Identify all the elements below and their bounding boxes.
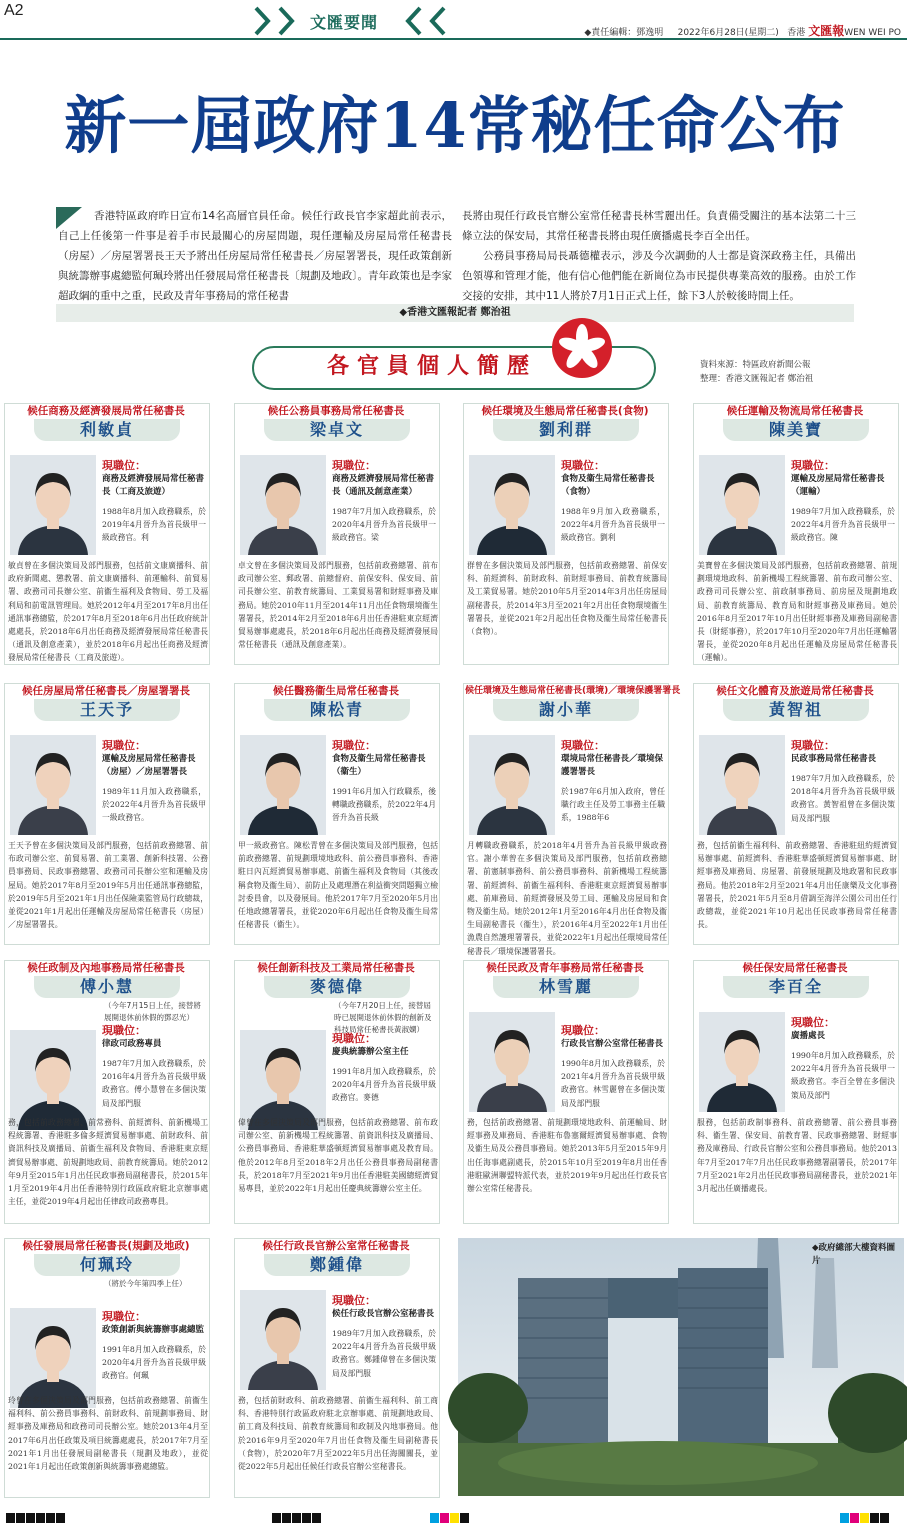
bauhinia-emblem-icon	[550, 316, 614, 380]
print-registration-marks	[6, 1508, 66, 1518]
bio-text: 1990年8月加入政務職系，於2021年4月晉升為首長級甲級政務官。林雪麗曾在多個決策局及部門服	[561, 1059, 665, 1108]
compiled-line: 整理：香港文匯報記者 鄭治祖	[700, 374, 814, 384]
chevron-left-icon	[276, 6, 298, 36]
incoming-role: 候任公務員事務局常任秘書長	[267, 405, 405, 417]
current-post: 食物及衞生局常任秘書長（衞生）	[332, 754, 426, 777]
official-photo	[699, 1012, 785, 1112]
official-name: 何珮玲	[34, 1254, 180, 1276]
current-post: 環境局常任秘書長／環境保護署署長	[561, 754, 664, 777]
bio-text: 1987年7月加入政務職系，於2018年4月晉升為首長級甲級政務官。黃智祖曾在多個決策局及部門服	[791, 774, 895, 823]
paper-logo: 文匯報	[808, 24, 845, 38]
official-photo	[699, 735, 785, 835]
current-post-label: 現職位：	[102, 1024, 146, 1037]
bio-text: 1988年9月加入政務職系，2022年4月晉升為首長級甲一級政務官。劉利	[561, 507, 665, 543]
current-post: 律政司政務專員	[102, 1039, 162, 1049]
incoming-role: 候任保安局常任秘書長	[742, 962, 848, 974]
official-photo	[699, 455, 785, 555]
byline: ◆香港文匯報記者 鄭治祖	[56, 304, 854, 322]
bio-text: 務，包括前政務總署、前規劃環境地政科、前運輸局、財經事務及庫務局、香港駐布魯塞爾經濟貿易辦事處、食物及衞生局及公務員事務局。她於2013年5月至2015年9月出任海事處副處長，於2015年10月至2019年8月出任香港駐歐洲聯盟特派代表，並於2019年9月起出任行政長官辦公室常任秘書長。	[467, 1118, 667, 1194]
issue-date: 2022年6月28日(星期二)	[677, 28, 779, 38]
profile-card	[4, 960, 210, 1224]
incoming-role: 候任創新科技及工業局常任秘書長	[257, 962, 415, 974]
bio-text: 1987年7月加入政務職系，於2020年4月晉升為首長級甲一級政務官。梁	[332, 507, 436, 543]
profiles-title: 各官員個人簡歷	[326, 353, 537, 379]
current-post-label: 現職位：	[791, 1016, 835, 1029]
profile-card	[234, 683, 440, 945]
current-post: 商務及經濟發展局常任秘書長（工商及旅遊）	[102, 474, 205, 497]
official-name: 鄭鍾偉	[264, 1254, 410, 1276]
profile-card	[463, 960, 669, 1224]
current-post: 廣播處長	[791, 1031, 826, 1041]
profile-card	[4, 403, 210, 665]
official-name: 陳松青	[264, 699, 410, 721]
editor-credit: ◆責任編輯：鄧逸明	[584, 28, 664, 38]
current-post: 運輸及房屋局常任秘書長（運輸）	[791, 474, 885, 497]
current-post-label: 現職位：	[561, 459, 605, 472]
current-post-label: 現職位：	[332, 1032, 376, 1045]
official-name: 李百全	[723, 976, 869, 998]
official-name: 利敏貞	[34, 419, 180, 441]
current-post: 行政長官辦公室常任秘書長	[561, 1039, 664, 1049]
bio-text: 1988年8月加入政務職系，於2019年4月晉升為首長級甲一級政務官。利	[102, 507, 206, 543]
bio-text: 1989年11月加入政務職系，於2022年4月晉升為首長級甲一級政務官。	[102, 787, 206, 823]
current-post-label: 現職位：	[791, 459, 835, 472]
incoming-role: 候任環境及生態局常任秘書長(環境)／環境保護署署長	[465, 686, 681, 696]
current-post-label: 現職位：	[102, 1310, 146, 1323]
current-post-label: 現職位：	[561, 739, 605, 752]
bio-text: 1991年6月加入行政職系，後轉職政務職系，於2022年4月晉升為首長級	[332, 787, 436, 823]
lead-paragraph: 公務員事務局局長聶德權表示，涉及今次調動的人士都是資深政務主任，具備出色領導和管理才能，他有信心他們能在新崗位為市民提供專業高效的服務。由於工作交接的安排，其中11人將於7月1日正式上任，餘下3人於較後時間上任。	[462, 250, 856, 302]
bio-text: 群曾在多個決策局及部門服務，包括前政務總署、前保安科、前經濟科、前財政科、前財經事務局、前教育統籌局及工業貿易署。她於2010年5月至2014年3月出任房屋局副秘書長，於2014年3月至2021年2月出任食物環境衞生署署長，並從2021年2月起出任食物及衞生局常任秘書長（食物）。	[467, 561, 667, 637]
bio-text: 服務，包括前政制事務科、前政務總署、前公務員事務科、衞生署、保安局、前教育署、民政事務總署、財經事務及庫務局、行政長官辦公室和公務員事務局。他於2013年7月至2017年7月出任民政事務總署副署長，於2017年7月至2021年2月出任民政事務局副秘書長，並於2021年3月起出任廣播處長。	[697, 1118, 897, 1194]
official-photo	[10, 735, 96, 835]
current-post-label: 現職位：	[102, 459, 146, 472]
official-photo	[10, 1030, 96, 1130]
profile-card	[4, 683, 210, 945]
bio-text: 敏貞曾在多個決策局及部門服務，包括前文康廣播科、前政府新聞處、懲教署、前文康廣播科、前運輸科、前貿易署、政務司司長辦公室、前衞生福利及食物局、勞工及福利局和前電訊管理局。她於2012年4月至2017年8月出任通訊事務總監，於2017年8月至2018年6月出任政府統計處處長，於2018年6月出任商務及經濟發展局常任秘書長（通訊及創意產業），並於2018年6月起出任商務及經濟發展局常任秘書長（工商及旅遊）。	[8, 561, 208, 663]
lead-paragraph: 長將由現任行政長官辦公室常任秘書長林雪麗出任。負責備受關注的基本法第二十三條立法的保安局，其常任秘書長將由現任廣播處長李百全出任。	[462, 210, 856, 242]
bio-text: 1987年7月加入政務職系，於2016年4月晉升為首長級甲級政務官。傅小慧曾在多個決策局及部門服	[102, 1059, 206, 1108]
profile-card	[693, 403, 899, 665]
official-photo	[240, 1290, 326, 1390]
profile-card	[463, 683, 681, 956]
appointment-note: （將於今年第四季上任）	[104, 1279, 187, 1288]
official-photo	[240, 455, 326, 555]
profile-card	[234, 403, 440, 665]
bio-text: 王天予曾在多個決策局及部門服務，包括前政務總署、前布政司辦公室、前貿易署、前工業署、創新科技署、公務員事務局、民政事務總署、政務司司長辦公室和運輸及房屋局。她於2017年8月至2019年5月出任通訊事務總監，於2019年5月至2021年1月出任保險業監管局行政總裁，並從2021年1月起出任運輸及房屋局常任秘書長（房屋）／房屋署署長。	[8, 841, 208, 930]
official-name: 麥德偉	[264, 976, 410, 998]
lead-column-2	[462, 206, 856, 306]
bio-text: 1991年8月加入政務職系，於2020年4月晉升為首長級甲級政務官。麥德	[332, 1067, 436, 1103]
current-post: 運輸及房屋局常任秘書長（房屋）／房屋署署長	[102, 754, 196, 777]
current-post: 政策創新與統籌辦事處總監	[102, 1325, 205, 1335]
incoming-role: 候任民政及青年事務局常任秘書長	[486, 962, 644, 974]
official-photo	[10, 455, 96, 555]
bio-text: 務，包括前衞生福利科、前政務總署、香港駐紐約經濟貿易辦事處、前經濟科、香港駐華盛頓經濟貿易辦事處、財經事務及庫務局、房屋署、前發展規劃及地政署和民政事務局。他於2018年2月至2021年4月出任康樂及文化事務署署長，於2021年5月至8月借調至海洋公園公司出任行政總裁，並從2021年10月起出任民政事務局常任秘書長。	[697, 841, 897, 930]
profile-card	[693, 960, 899, 1224]
incoming-role: 候任行政長官辦公室常任秘書長	[262, 1240, 410, 1252]
profile-card	[234, 960, 440, 1224]
bio-text: 1990年8月加入政務職系，於2022年4月晉升為首長級甲一級政務官。李百全曾在多個決策局及部門	[791, 1051, 895, 1100]
incoming-role: 候任環境及生態局常任秘書長(食物)	[481, 405, 649, 417]
current-post: 候任行政長官辦公室秘書長	[332, 1309, 435, 1319]
profile-card	[693, 683, 899, 945]
bio-text: 美寶曾在多個決策局及部門服務，包括前政務總署、前規劃環境地政科、前新機場工程統籌署、前布政司辦公室、政務司司長辦公室、前政制事務局、前房屋及規劃地政局、前教育統籌局、教育局和財經事務及庫務局。她於2016年8月至2017年10月出任財經事務及庫務局副秘書長（財經事務），於2017年10月至2020年7月出任運輸署署長，並從2020年8月起出任運輸及房屋局常任秘書長（運輸）。	[697, 561, 897, 663]
bio-text: 務，包括前財政科、前政務總署、前衞生福利科、前工商科、香港特別行政區政府駐北京辦事處、前規劃地政局、前工商及科技局、前教育統籌局和政制及內地事務局。他於2016年9月至2020年7月出任食物及衞生局副秘書長（食物），於2020年7月至2022年5月出任海關關長，並從2022年5月起出任候任行政長官辦公室秘書長。	[238, 1396, 438, 1472]
current-post: 慶典統籌辦公室主任	[332, 1047, 409, 1057]
bio-text: 玲曾在多個決策局及部門服務，包括前政務總署、前衞生福利科、前公務員事務科、前財政科、前規劃事務局、財經事務及庫務局和政務司司長辦公室。她於2013年4月至2017年6月出任政策及項目統籌處處長，於2017年7月至2021年1月出任發展局副秘書長（規劃及地政），並從2021年1月起出任政策創新與統籌事務處總監。	[8, 1396, 208, 1472]
paper-english: WEN WEI PO	[844, 28, 901, 38]
lead-paragraph: 香港特區政府昨日宣布14名高層官員任命。候任行政長官李家超此前表示，自己上任後第一件事是着手市民最關心的房屋問題，現任運輸及房屋局常任秘書長（房屋）／房屋署署長王天予將出任房屋局常任秘書長／房屋署署長，現任政策創新與統籌辦事處總監何珮玲將出任發展局常任秘書長〔規劃及地政〕。青年政策也是李家超政綱的重中之重，民政及青年事務局的常任秘書	[58, 210, 452, 302]
page-number: A2	[4, 2, 24, 19]
government-hq-photo	[458, 1238, 904, 1496]
bio-text: 1989年7月加入政務職系，於2022年4月晉升為首長級甲一級政務官。陳	[791, 507, 895, 543]
bio-text: 1989年7月加入政務職系，於2022年4月晉升為首長級甲級政務官。鄭鍾偉曾在多個決策局及部門服	[332, 1329, 436, 1378]
official-photo	[469, 455, 555, 555]
header-rule	[0, 38, 907, 40]
incoming-role: 候任文化體育及旅遊局常任秘書長	[716, 685, 874, 697]
official-name: 陳美寶	[723, 419, 869, 441]
bio-text: 偉曾在多個決策局及部門服務，包括前政務總署、前布政司辦公室、前新機場工程統籌署、前資訊科技及廣播局、公務員事務局、香港駐華盛頓經濟貿易辦事處及教育局。他於2012年8月至2018年2月出任公務員事務局副秘書長，於2018年7月至2021年9月出任香港駐美國總經濟貿易專員，並於2022年1月起出任慶典統籌辦公室主任。	[238, 1118, 438, 1194]
current-post-label: 現職位：	[332, 1294, 376, 1307]
bio-text: 月轉職政務職系，於2018年4月晉升為首長級甲級政務官。謝小華曾在多個決策局及部門服務，包括前政務總署、前憲制事務科、前公務員事務科、前新機場工程統籌署、前經濟科、前衞生福利科、香港駐東京經濟貿易辦事處、前庫務局、前經濟發展及勞工局、運輸及房屋局和食物及衞生局。她於2012年1月至2016年4月出任食物及衞生局副秘書長（衞生），於2016年4月至2022年1月出任漁農自然護理署署長，並從2022年1月起出任環境局常任秘書長／環境保護署署長。	[467, 841, 667, 956]
profile-card	[4, 1238, 210, 1498]
official-name: 王天予	[34, 699, 180, 721]
lead-column-1	[58, 206, 452, 306]
appointment-note: （今年7月20日上任，接替屆時已展開退休前休假的創新及科技局常任秘書長黃淑嫻）	[334, 1001, 432, 1034]
source-note	[700, 358, 813, 386]
current-post-label: 現職位：	[561, 1024, 605, 1037]
source-line: 資料來源：特區政府新聞公報	[700, 360, 811, 370]
official-name: 林雪麗	[493, 976, 639, 998]
bio-text: 務，包括前政務總署、前常務科、前經濟科、前新機場工程統籌署、香港駐多倫多經濟貿易辦事處、前財政科、前資訊科技及廣播局、前衞生福利及食物局、香港駐東京經濟貿易辦事處、前規劃地政局、前教育統籌局。她於2012年9月至2015年1月出任民政事務局副秘書長，於2015年1月至2019年4月出任香港特別行政區政府駐北京辦事處主任，並從2019年4月起出任律政司政務專員。	[8, 1118, 208, 1207]
official-name: 黃智祖	[723, 699, 869, 721]
bio-text: 1991年8月加入政務職系，於2020年4月晉升為首長級甲級政務官。何珮	[102, 1345, 206, 1381]
incoming-role: 候任發展局常任秘書長(規劃及地政)	[22, 1240, 190, 1252]
paper-prefix: 香港	[787, 28, 806, 38]
profile-card	[234, 1238, 440, 1498]
incoming-role: 候任房屋局常任秘書長／房屋署署長	[22, 685, 190, 697]
official-name: 梁卓文	[264, 419, 410, 441]
official-photo	[469, 735, 555, 835]
official-photo	[240, 735, 326, 835]
incoming-role: 候任商務及經濟發展局常任秘書長	[27, 405, 185, 417]
official-name: 謝小華	[493, 699, 639, 721]
chevron-left-icon	[252, 6, 274, 36]
print-registration-marks	[840, 1508, 890, 1518]
official-photo	[10, 1308, 96, 1408]
section-title: 文匯要聞	[310, 13, 379, 32]
current-post: 民政事務局常任秘書長	[791, 754, 877, 764]
print-registration-marks	[430, 1508, 470, 1518]
headline: 新一屆政府14常秘任命公布	[64, 89, 846, 162]
chevron-right-icon	[402, 6, 424, 36]
photo-caption: ◆政府總部大樓資料圖片	[812, 1243, 896, 1266]
official-name: 劉利群	[493, 419, 639, 441]
current-post-label: 現職位：	[332, 459, 376, 472]
current-post: 商務及經濟發展局常任秘書長（通訊及創意產業）	[332, 474, 435, 497]
profile-card	[463, 403, 669, 665]
print-registration-marks	[272, 1508, 322, 1518]
current-post: 食物及衞生局常任秘書長（食物）	[561, 474, 655, 497]
bio-text: 於1987年6月加入政府，曾任職行政主任及勞工事務主任職系，1988年6	[561, 787, 665, 823]
official-photo	[240, 1030, 326, 1130]
chevron-right-icon	[426, 6, 448, 36]
bio-text: 甲一級政務官。陳松青曾在多個決策局及部門服務，包括前政務總署、前規劃環境地政科、前公務員事務科、香港駐日內瓦經濟貿易辦事處、前衞生福利及食物局（其後改稱食物及衞生局）、前防止及處理潛在利益衝突問題獨立檢討委員會，以及發展局。他於2017年7月至2020年5月出任地政總署署長，並從2020年6月起出任食物及衞生局常任秘書長（衞生）。	[238, 841, 438, 930]
bio-text: 卓文曾在多個決策局及部門服務，包括前政務總署、前布政司辦公室、郵政署、前總督府、前保安科、保安局、前司長辦公室、前教育統籌局、工業貿易署和財經事務及庫務局。她於2010年11月至2014年11月出任食物環境衞生署署長，於2014年2月至2018年6月出任香港駐東京經濟貿易辦事處處長，於2018年6月起出任商務及經濟發展局常任秘書長（通訊及創意產業）。	[238, 561, 438, 650]
incoming-role: 候任醫務衞生局常任秘書長	[273, 685, 399, 697]
incoming-role: 候任運輸及物流局常任秘書長	[726, 405, 864, 417]
current-post-label: 現職位：	[332, 739, 376, 752]
appointment-note: （今年7月15日上任，接替將展開退休前休假的鄧忍光）	[104, 1001, 201, 1022]
current-post-label: 現職位：	[102, 739, 146, 752]
official-photo	[469, 1012, 555, 1112]
header-info	[584, 22, 901, 39]
incoming-role: 候任政制及內地事務局常任秘書長	[27, 962, 185, 974]
current-post-label: 現職位：	[791, 739, 835, 752]
official-name: 傅小慧	[34, 976, 180, 998]
